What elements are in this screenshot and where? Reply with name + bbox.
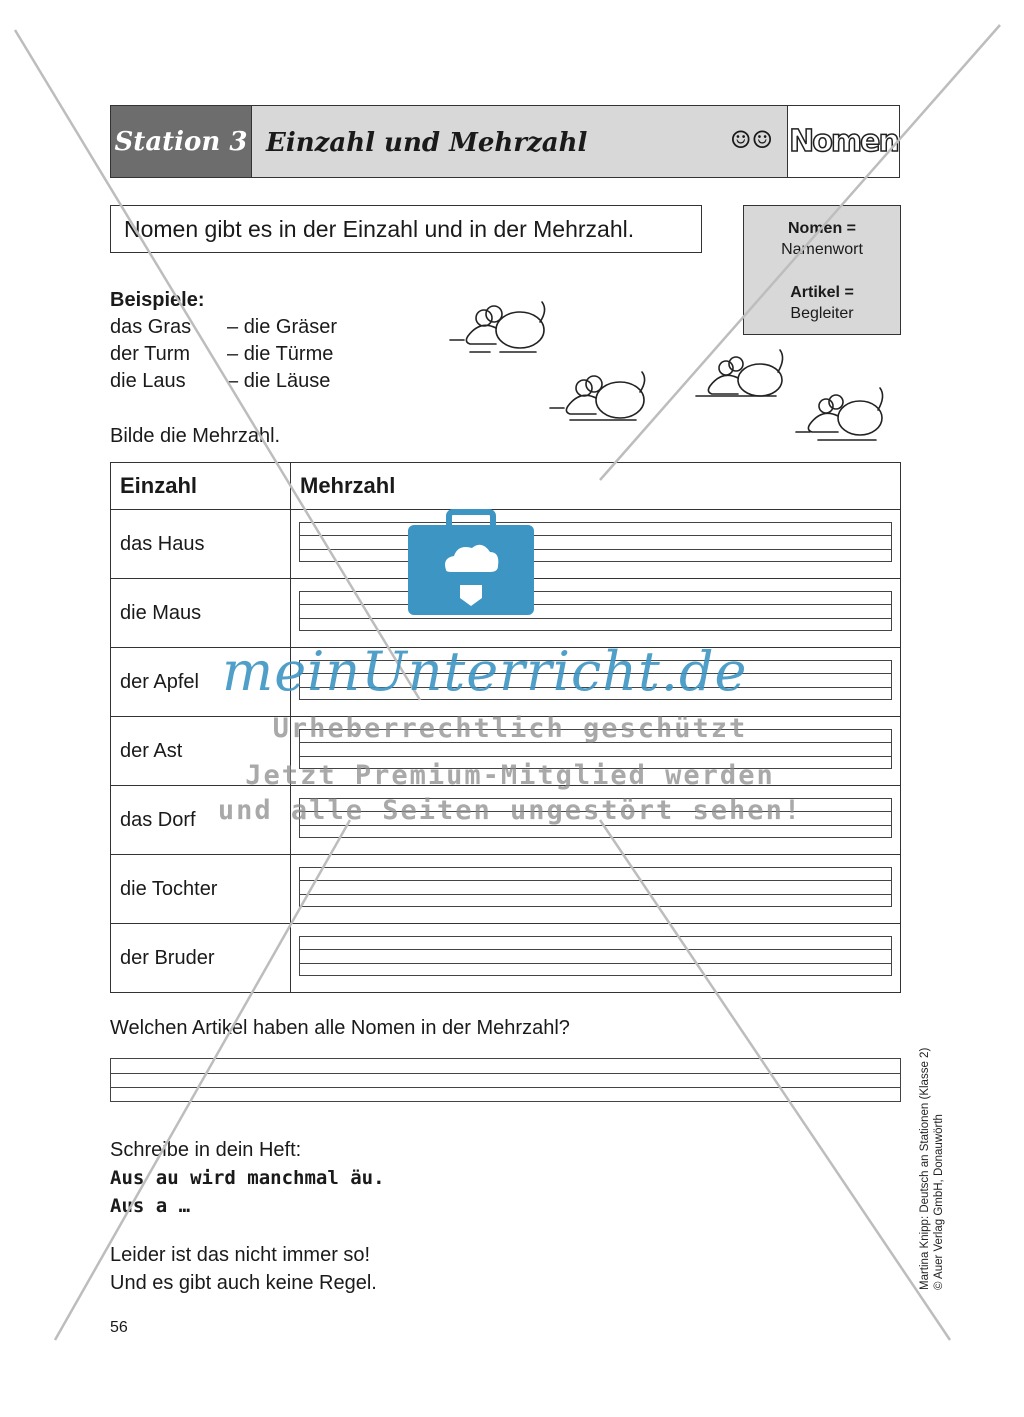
table-header [111, 463, 900, 510]
topic-title: Einzahl und Mehrzahl [266, 128, 588, 158]
example-row [110, 341, 337, 368]
mouse-icon [796, 388, 883, 440]
info-term-nomen: Nomen = [787, 220, 856, 237]
examples [110, 287, 337, 395]
copyright-line: Martina Knipp: Deutsch an Stationen (Klasse 2) [919, 1047, 931, 1290]
rule-box [110, 205, 702, 253]
example-separator: – [227, 343, 239, 365]
writing-lines[interactable] [299, 522, 892, 562]
example-row [110, 314, 337, 341]
example-singular: die Laus [110, 370, 186, 392]
singular-cell: die Tochter [111, 855, 291, 923]
instruction: Bilde die Mehrzahl. [110, 425, 281, 447]
table-row [111, 924, 900, 992]
example-singular: das Gras [110, 316, 192, 338]
writing-lines[interactable] [299, 591, 892, 631]
examples-title: Beispiele: [110, 289, 205, 311]
subject-badge [788, 106, 899, 177]
difficulty-smileys: ☺☺ [729, 126, 773, 154]
mice-illustration [440, 300, 900, 450]
example-row [110, 368, 337, 395]
info-term-artikel: Artikel = [790, 284, 854, 301]
writing-lines[interactable] [299, 867, 892, 907]
task-instruction: Schreibe in dein Heft: [110, 1139, 302, 1161]
notebook-task [110, 1136, 385, 1220]
watermark-line: Urheberrechtlich geschützt [272, 713, 748, 744]
watermark-brand: meinUnterricht.de [222, 640, 748, 703]
table-row [111, 855, 900, 924]
example-separator: – [227, 370, 239, 392]
example-singular: der Turm [110, 343, 191, 365]
example-plural: die Türme [243, 343, 334, 365]
example-plural: die Gräser [243, 316, 338, 338]
question: Welchen Artikel haben alle Nomen in der Mehrzahl? [110, 1017, 570, 1039]
singular-cell: der Ast [111, 717, 291, 785]
info-def-nomen: Namenwort [781, 241, 863, 258]
singular-cell: der Apfel [111, 648, 291, 716]
header-plural: Mehrzahl [300, 473, 396, 498]
station-header [110, 105, 900, 178]
singular-cell: das Haus [111, 510, 291, 578]
header-singular: Einzahl [111, 463, 291, 509]
writing-lines[interactable] [299, 936, 892, 976]
task-rule-line: Aus a … [110, 1195, 191, 1217]
watermark-line: und alle Seiten ungestört sehen! [217, 795, 803, 826]
page-number: 56 [110, 1319, 128, 1336]
mouse-icon [550, 372, 645, 420]
singular-cell: die Maus [111, 579, 291, 647]
singular-cell: das Dorf [111, 786, 291, 854]
watermark-line: Jetzt Premium-Mitglied werden [245, 760, 775, 791]
singular-cell: der Bruder [111, 924, 291, 992]
task-rule-line: Aus au wird manchmal äu. [110, 1167, 385, 1189]
example-separator: – [227, 316, 239, 338]
note [110, 1241, 377, 1297]
info-def-artikel: Begleiter [790, 305, 854, 322]
answer-writing-lines[interactable] [110, 1058, 901, 1102]
note-line: Leider ist das nicht immer so! [110, 1244, 371, 1266]
topic-title-bar [251, 106, 788, 177]
mouse-icon [450, 302, 545, 352]
copyright-line: © Auer Verlag GmbH, Donauwörth [933, 1114, 945, 1290]
table-row [111, 579, 900, 648]
rule-text: Nomen gibt es in der Einzahl und in der Mehrzahl. [124, 215, 635, 242]
example-plural: die Läuse [243, 370, 331, 392]
note-line: Und es gibt auch keine Regel. [110, 1272, 377, 1294]
table-row [111, 510, 900, 579]
station-label: Station 3 [111, 106, 251, 177]
subject-label: Nomen [789, 124, 898, 159]
mouse-icon [696, 350, 783, 396]
copyright-notice [918, 950, 946, 1290]
